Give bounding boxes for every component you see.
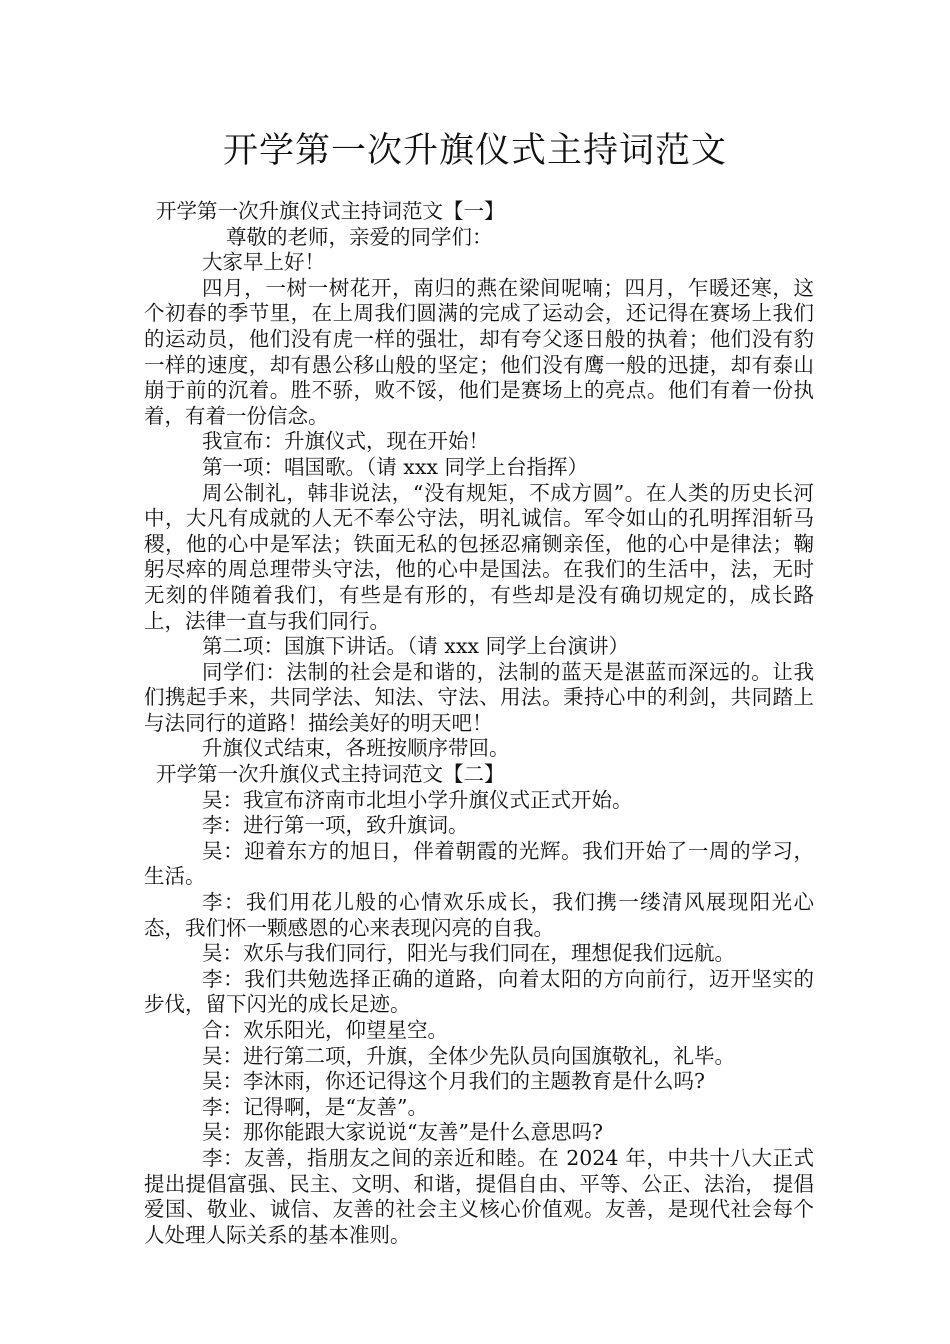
- paragraph: 李：记得啊，是“友善”。: [202, 1094, 428, 1119]
- paragraph: 吴：进行第二项，升旗，全体少先队员向国旗敬礼，礼毕。: [202, 1043, 735, 1068]
- paragraph: 同学们：法制的社会是和谐的，法制的蓝天是湛蓝而深远的。让我们携起手来，共同学法、知法、守法、用法。秉持心中的利剑，共同踏上与法同行的道路！描绘美好的明天吧！: [144, 659, 814, 735]
- paragraph: 李：我们共勉选择正确的道路，向着太阳的方向前行，迈开坚实的步伐，留下闪光的成长足迹。: [144, 966, 814, 1017]
- paragraph: 李：进行第一项，致升旗词。: [202, 813, 469, 838]
- paragraph: 合：欢乐阳光，仰望星空。: [202, 1018, 448, 1042]
- paragraph: 吴：我宣布济南市北坦小学升旗仪式正式开始。: [202, 787, 633, 812]
- paragraph: 吴：那你能跟大家说说“友善”是什么意思吗?: [202, 1120, 603, 1145]
- paragraph: 李：友善，指朋友之间的亲近和睦。在 2024 年，中共十八大正式提出提倡富强、民主、文明、和谐，提倡自由、平等、公正、法治， 提倡爱国、敬业、诚信、友善的社会主义核心价值观。友善，是现代社会每个人处理人际关系的基本准则。: [144, 1145, 814, 1247]
- paragraph: 吴：欢乐与我们同行，阳光与我们同在，理想促我们远航。: [202, 941, 735, 966]
- paragraph: 第一项：唱国歌。（请 xxx 同学上台指挥）: [202, 454, 588, 479]
- document-body: [144, 199, 814, 1248]
- paragraph: 周公制礼，韩非说法，“没有规矩，不成方圆”。在人类的历史长河中，大凡有成就的人无不奉公守法，明礼诚信。军令如山的孔明挥泪斩马稷，他的心中是军法；铁面无私的包拯忍痛铡亲侄，他的心中是律法；鞠躬尽瘁的周总理带头守法，他的心中是国法。在我们的生活中，法，无时无刻的伴随着我们，有些是有形的，有些却是没有确切规定的，成长路上，法律一直与我们同行。: [144, 480, 814, 633]
- document-title: 开学第一次升旗仪式主持词范文: [222, 131, 727, 171]
- paragraph: 吴：迎着东方的旭日，伴着朝霞的光辉。我们开始了一周的学习，生活。: [144, 838, 814, 889]
- paragraph: 第二项：国旗下讲话。（请 xxx 同学上台演讲）: [202, 634, 629, 659]
- paragraph: 李：我们用花儿般的心情欢乐成长，我们携一缕清风展现阳光心态，我们怀一颗感恩的心来表现闪亮的自我。: [144, 890, 814, 940]
- section-heading: 开学第一次升旗仪式主持词范文【二】: [156, 762, 505, 787]
- paragraph: 升旗仪式结束，各班按顺序带回。: [202, 736, 510, 761]
- paragraph: 我宣布：升旗仪式，现在开始！: [202, 429, 489, 454]
- section-heading: 开学第一次升旗仪式主持词范文【一】: [156, 199, 505, 223]
- paragraph: 尊敬的老师，亲爱的同学们：: [226, 224, 493, 249]
- paragraph: 大家早上好！: [202, 250, 325, 275]
- paragraph: 吴：李沐雨，你还记得这个月我们的主题教育是什么吗?: [202, 1069, 705, 1094]
- paragraph: 四月，一树一树花开，南归的燕在梁间呢喃；四月，乍暖还寒，这个初春的季节里，在上周我们圆满的完成了运动会，还记得在赛场上我们的运动员，他们没有虎一样的强壮，却有夸父逐日般的执着；他们没有豹一样的速度，却有愚公移山般的坚定；他们没有鹰一般的迅捷，却有泰山崩于前的沉着。胜不骄，败不馁，他们是赛场上的亮点。他们有着一份执着，有着一份信念。: [144, 275, 814, 428]
